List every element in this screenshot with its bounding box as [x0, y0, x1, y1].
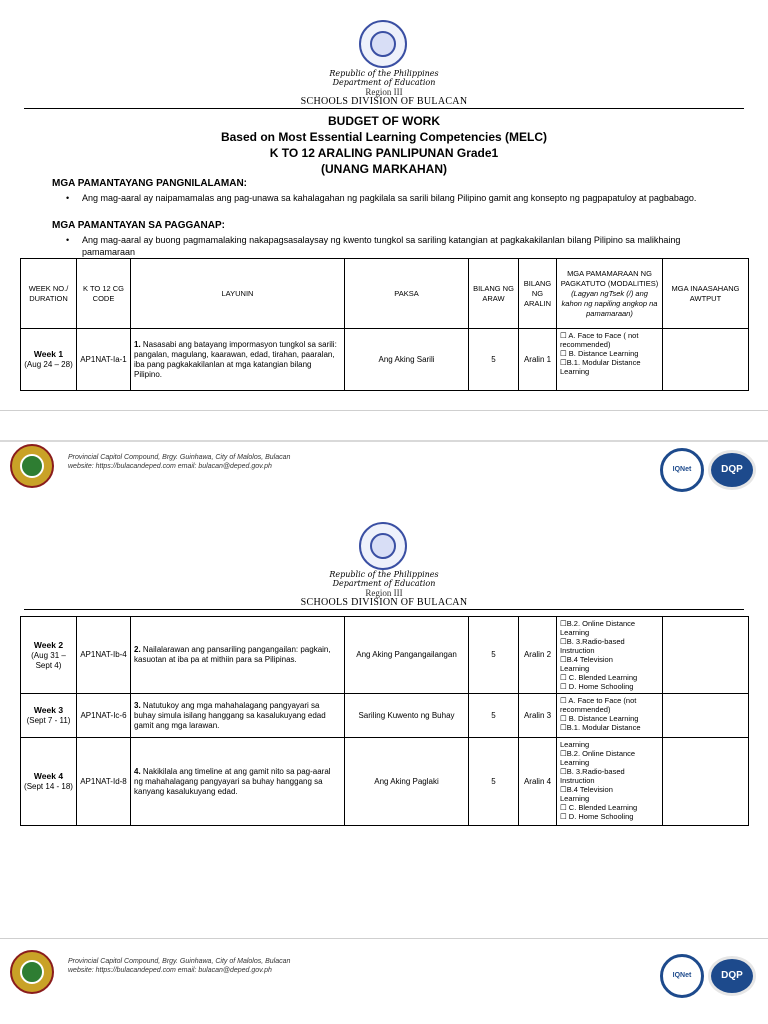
budget-table-continued: [20, 616, 749, 826]
layunin-number: 4.: [134, 766, 141, 776]
paksa-cell: Ang Aking Pangangailangan: [345, 617, 469, 694]
doc-subject: K TO 12 ARALING PANLIPUNAN Grade1: [269, 146, 499, 160]
modality-line[interactable]: ☐B.4 Television: [560, 655, 613, 664]
layunin-text: Nailalarawan ang pansariling pangangailan: pagkain, kasuotan at iba pa at mithiin para sa Pilipinas.: [134, 645, 331, 664]
col-modalities-label: MGA PAMAMARAAN NG PAGKATUTO (MODALITIES): [560, 268, 659, 288]
layunin-cell: [131, 738, 345, 826]
code-cell: AP1NAT-Id-8: [77, 738, 131, 826]
footer-website: website: https://bulacandeped.com email: bulacan@deped.gov.ph: [68, 463, 272, 470]
modalities-cell[interactable]: [557, 329, 663, 391]
week-duration: (Aug 31 – Sept 4): [31, 650, 66, 670]
code-cell: AP1NAT-Ib-4: [77, 617, 131, 694]
col-modalities-note: (Lagyan ngTsek (/) ang kahon ng napiling angkop na pamamaraan): [561, 288, 658, 318]
araw-cell: 5: [469, 329, 519, 391]
aralin-cell: Aralin 4: [519, 738, 557, 826]
awtput-cell: [663, 694, 749, 738]
modality-line[interactable]: ☐B.2. Online Distance: [560, 749, 636, 758]
week-label: Week 2: [33, 639, 64, 650]
layunin-cell: [131, 617, 345, 694]
modality-line: Instruction: [560, 776, 595, 785]
week-label: Week 1: [33, 349, 64, 359]
footer-rule: [0, 938, 768, 939]
table-row: [21, 617, 749, 694]
modality-line: recommended): [560, 705, 611, 714]
modality-line: Instruction: [560, 646, 595, 655]
layunin-text: Natutukoy ang mga mahahalagang pangyayari sa buhay simula isilang hanggang sa kasalukuyang edad gamit ang mga larawan.: [134, 700, 326, 730]
modality-line[interactable]: ☐B.4 Television: [560, 785, 613, 794]
modality-line[interactable]: ☐B. 3.Radio-based: [560, 767, 625, 776]
col-awtput: MGA INAASAHANG AWTPUT: [663, 259, 749, 329]
deped-seal-icon: [359, 522, 407, 570]
modality-line[interactable]: ☐ A. Face to Face (not: [560, 696, 637, 705]
col-aralin: BILANG NG ARALIN: [519, 259, 557, 329]
division-text: SCHOOLS DIVISION OF BULACAN: [300, 96, 468, 107]
department-text: Department of Education: [332, 579, 436, 588]
code-cell: AP1NAT-Ic-6: [77, 694, 131, 738]
aralin-cell: Aralin 2: [519, 617, 557, 694]
modality-line[interactable]: ☐ D. Home Schooling: [560, 682, 634, 691]
footer-address: Provincial Capitol Compound, Brgy. Guinhawa, City of Malolos, Bulacan: [68, 958, 291, 965]
doc-title: BUDGET OF WORK: [328, 114, 440, 128]
layunin-text: Nasasabi ang batayang impormasyon tungkol sa sarili: pangalan, magulang, kaarawan, edad, tirahan, paaralan, iba pang pagkakakilanlan at mga katangian bilang Pilipino.: [134, 339, 337, 379]
paksa-cell: Ang Aking Sarili: [345, 329, 469, 391]
week-duration: (Aug 24 – 28): [24, 360, 73, 369]
aralin-cell: Aralin 1: [519, 329, 557, 391]
doc-quarter: (UNANG MARKAHAN): [321, 162, 447, 176]
division-text: SCHOOLS DIVISION OF BULACAN: [300, 597, 468, 608]
modality-line[interactable]: ☐B.1. Modular Distance: [560, 723, 641, 732]
bullet-icon: •: [66, 235, 70, 245]
quality-cert-icon: DQP: [708, 450, 756, 490]
layunin-text: Nakikilala ang timeline at ang gamit nito sa pag-aaral ng mahahalagang pangyayari sa buhay hanggang sa kanyang kasalukuyang edad.: [134, 766, 331, 796]
col-modalities: [557, 259, 663, 329]
modality-line: Learning: [560, 628, 590, 637]
code-cell: AP1NAT-Ia-1: [77, 329, 131, 391]
province-logo-icon: [10, 444, 54, 488]
week-label: Week 4: [33, 771, 64, 781]
modality-line: Learning: [560, 758, 590, 767]
republic-text: Republic of the Philippines: [329, 570, 439, 579]
week-cell: [21, 617, 77, 694]
modality-line[interactable]: ☐ A. Face to Face ( not: [560, 331, 639, 340]
province-logo-icon: [10, 950, 54, 994]
deped-seal-icon: [359, 20, 407, 68]
col-layunin: LAYUNIN: [131, 259, 345, 329]
awtput-cell: [663, 617, 749, 694]
modality-line[interactable]: ☐B. 3.Radio-based: [560, 637, 625, 646]
doc-subtitle: Based on Most Essential Learning Competencies (MELC): [220, 130, 548, 144]
modality-line[interactable]: ☐ C. Blended Learning: [560, 803, 638, 812]
paksa-cell: Ang Aking Paglaki: [345, 738, 469, 826]
table-row: [21, 329, 749, 391]
week-cell: [21, 329, 77, 391]
region-text: Region III: [365, 87, 403, 97]
page-1: [0, 0, 768, 440]
araw-cell: 5: [469, 694, 519, 738]
awtput-cell: [663, 738, 749, 826]
content-standard-item: [66, 192, 716, 204]
department-text: Department of Education: [332, 78, 436, 87]
modality-line[interactable]: ☐B.1. Modular Distance: [560, 358, 641, 367]
modality-line: recommended): [560, 340, 611, 349]
page-separator: [0, 440, 768, 442]
modality-line[interactable]: ☐B.2. Online Distance: [560, 619, 636, 628]
republic-text: Republic of the Philippines: [329, 69, 439, 78]
modalities-cell[interactable]: [557, 694, 663, 738]
modality-line[interactable]: ☐ B. Distance Learning: [560, 714, 639, 723]
footer-address: Provincial Capitol Compound, Brgy. Guinhawa, City of Malolos, Bulacan: [68, 454, 291, 461]
modalities-cell[interactable]: [557, 738, 663, 826]
col-paksa: PAKSA: [345, 259, 469, 329]
performance-standard-heading: MGA PAMANTAYAN SA PAGGANAP:: [52, 220, 225, 231]
iqnet-cert-icon: IQNet: [660, 954, 704, 998]
content-standard-heading: MGA PAMANTAYANG PANGNILALAMAN:: [52, 178, 247, 189]
layunin-number: 2.: [134, 645, 141, 654]
performance-standard-text: Ang mag-aaral ay buong pagmamalaking nakapagsasalaysay ng kwento tungkol sa sariling katangian at pagkakakilanlan bilang Pilipino sa malikhaing pamamaraan: [82, 235, 681, 257]
col-code: K TO 12 CG CODE: [77, 259, 131, 329]
modality-line[interactable]: ☐ B. Distance Learning: [560, 349, 639, 358]
week-cell: [21, 694, 77, 738]
table-row: [21, 694, 749, 738]
col-week: WEEK NO./ DURATION: [21, 259, 77, 329]
modality-line[interactable]: ☐ D. Home Schooling: [560, 812, 634, 821]
layunin-cell: [131, 694, 345, 738]
modality-line[interactable]: ☐ C. Blended Learning: [560, 673, 638, 682]
aralin-cell: Aralin 3: [519, 694, 557, 738]
week-duration: (Sept 7 - 11): [26, 716, 71, 725]
modality-line: Learning: [560, 740, 590, 749]
footer-rule: [0, 410, 768, 411]
week-duration: (Sept 14 - 18): [24, 782, 73, 791]
content-standard-text: Ang mag-aaral ay naipamamalas ang pag-unawa sa kahalagahan ng pagkilala sa sarili bilang Pilipino gamit ang konsepto ng pagpapatuloy at pagbabago.: [82, 193, 697, 203]
region-text: Region III: [365, 588, 403, 598]
header-rule: [24, 108, 744, 109]
col-araw: BILANG NG ARAW: [469, 259, 519, 329]
paksa-cell: Sariling Kuwento ng Buhay: [345, 694, 469, 738]
layunin-cell: [131, 329, 345, 391]
awtput-cell: [663, 329, 749, 391]
quality-cert-icon: DQP: [708, 956, 756, 996]
footer-website: website: https://bulacandeped.com email: bulacan@deped.gov.ph: [68, 967, 272, 974]
bullet-icon: •: [66, 193, 70, 203]
budget-table: [20, 258, 749, 391]
week-cell: [21, 738, 77, 826]
araw-cell: 5: [469, 738, 519, 826]
modality-line: Learning: [560, 794, 590, 803]
layunin-number: 3.: [134, 700, 141, 710]
modality-line: Learning: [560, 664, 590, 673]
araw-cell: 5: [469, 617, 519, 694]
iqnet-cert-icon: IQNet: [660, 448, 704, 492]
performance-standard-item: [66, 234, 716, 258]
modalities-cell[interactable]: [557, 617, 663, 694]
header-rule: [24, 609, 744, 610]
modality-line: Learning: [560, 367, 590, 376]
week-label: Week 3: [33, 705, 64, 715]
table-header-row: [21, 259, 749, 329]
table-row: [21, 738, 749, 826]
layunin-number: 1.: [134, 339, 141, 349]
